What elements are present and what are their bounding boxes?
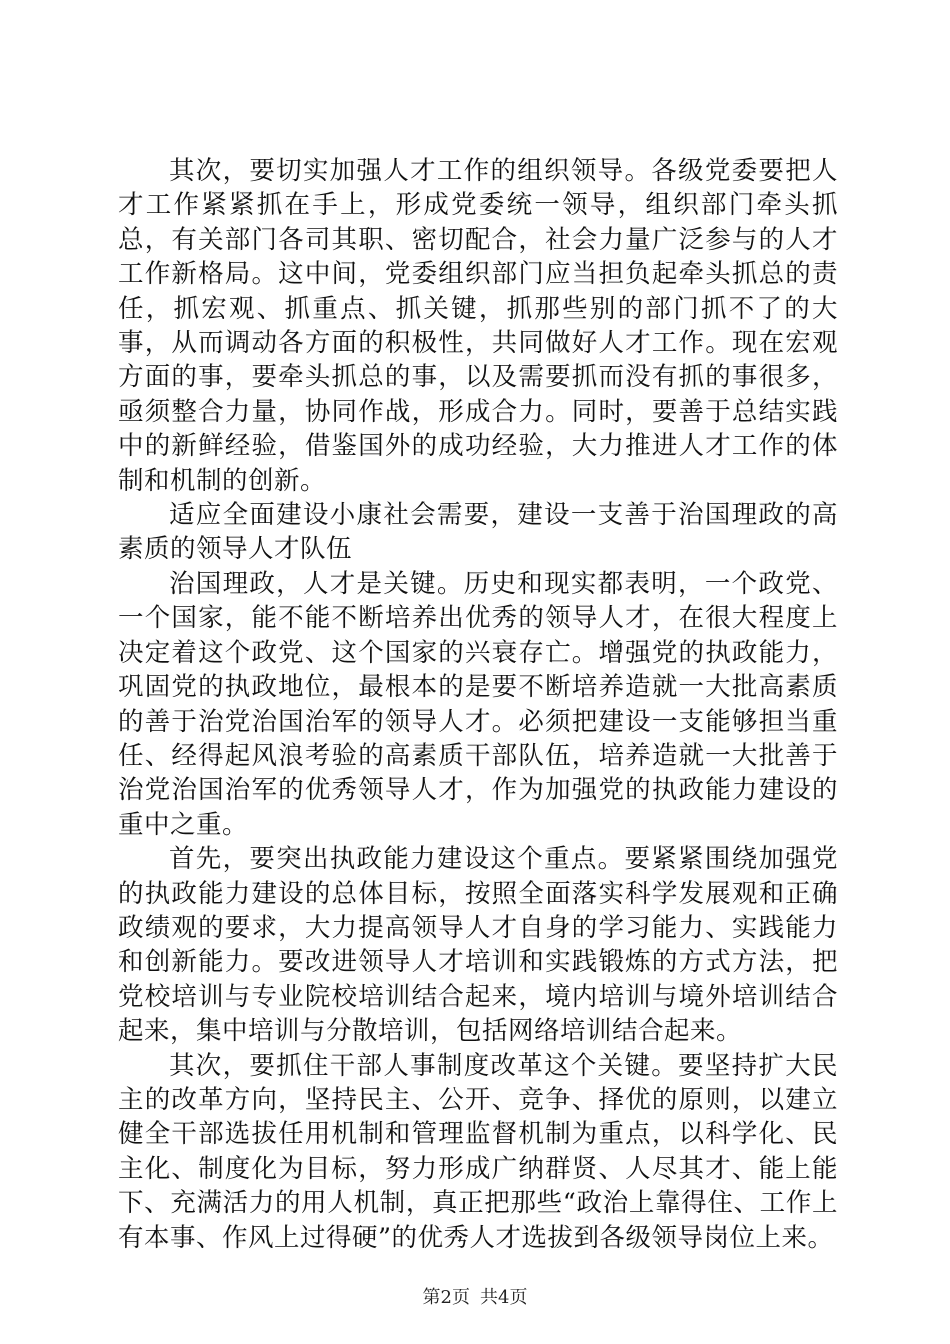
- document-body: [118, 154, 838, 1255]
- page-footer: [0, 1283, 950, 1309]
- paragraph-4: 首先，要突出执政能力建设这个重点。要紧紧围绕加强党的执政能力建设的总体目标，按照全面落实科学发展观和正确政绩观的要求，大力提高领导人才自身的学习能力、实践能力和创新能力。要改进领导人才培训和实践锻炼的方式方法，把党校培训与专业院校培训结合起来，境内培训与境外培训结合起来，集中培训与分散培训，包括网络培训结合起来。: [118, 844, 838, 1047]
- paragraph-5: 其次，要抓住干部人事制度改革这个关键。要坚持扩大民主的改革方向，坚持民主、公开、竞争、择优的原则，以建立健全干部选拔任用机制和管理监督机制为重点，以科学化、民主化、制度化为目标，努力形成广纳群贤、人尽其才、能上能下、充满活力的用人机制，真正把那些“政治上靠得住、工作上有本事、作风上过得硬”的优秀人才选拔到各级领导岗位上来。: [118, 1050, 838, 1253]
- page-number: 第2页: [422, 1287, 470, 1308]
- paragraph-1: 其次，要切实加强人才工作的组织领导。各级党委要把人才工作紧紧抓在手上，形成党委统一领导，组织部门牵头抓总，有关部门各司其职、密切配合，社会力量广泛参与的人才工作新格局。这中间，党委组织部门应当担负起牵头抓总的责任，抓宏观、抓重点、抓关键，抓那些别的部门抓不了的大事，从而调动各方面的积极性，共同做好人才工作。现在宏观方面的事，要牵头抓总的事，以及需要抓而没有抓的事很多，亟须整合力量，协同作战，形成合力。同时，要善于总结实践中的新鲜经验，借鉴国外的成功经验，大力推进人才工作的体制和机制的创新。: [118, 156, 838, 496]
- paragraph-3: 治国理政，人才是关键。历史和现实都表明，一个政党、一个国家，能不能不断培养出优秀的领导人才，在很大程度上决定着这个政党、这个国家的兴衰存亡。增强党的执政能力，巩固党的执政地位，最根本的是要不断培养造就一大批高素质的善于治党治国治军的领导人才。必须把建设一支能够担当重任、经得起风浪考验的高素质干部队伍，培养造就一大批善于治党治国治军的优秀领导人才，作为加强党的执政能力建设的重中之重。: [118, 568, 838, 840]
- paragraph-2-heading: 适应全面建设小康社会需要，建设一支善于治国理政的高素质的领导人才队伍: [118, 500, 838, 565]
- page-total: 共4页: [480, 1287, 528, 1308]
